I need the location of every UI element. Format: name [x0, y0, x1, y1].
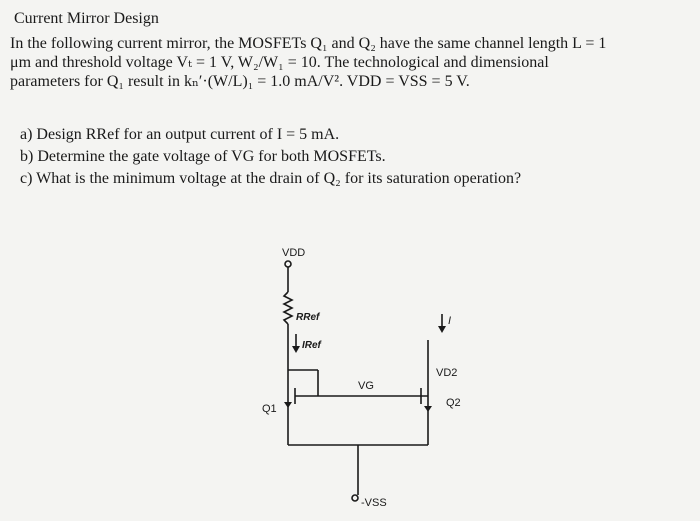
question-list [20, 124, 521, 190]
question-b: b) Determine the gate voltage of VG for both MOSFETs. [20, 148, 386, 165]
vdd-label: VDD [282, 247, 306, 259]
vg-label: VG [358, 380, 374, 392]
rref-label: RRef [296, 312, 320, 323]
problem-title: Current Mirror Design [14, 10, 159, 27]
iref-label: IRef [302, 340, 321, 351]
problem-statement [10, 34, 694, 91]
question-a: a) Design RRef for an output current of I = 5 mA. [20, 126, 340, 143]
q1-label: Q1 [262, 403, 277, 415]
vss-label: -VSS [361, 497, 387, 509]
q2-label: Q2 [446, 397, 461, 409]
statement-line-3: parameters for Q₁ result in kₙ′·(W/L)₁ = 1.0 mA/V². VDD = VSS = 5 V. [10, 73, 470, 90]
i-out-label: I [448, 315, 452, 327]
statement-line-1: In the following current mirror, the MOSFETs Q₁ and Q₂ have the same channel length L = 1 [10, 35, 607, 52]
statement-line-2: μm and threshold voltage Vₜ = 1 V, W₂/W₁ = 10. The technological and dimensional [10, 54, 549, 71]
q2-source-arrow [424, 406, 432, 412]
vd2-label: VD2 [436, 367, 458, 379]
vss-terminal [352, 495, 358, 501]
q1-source-arrow [284, 402, 292, 408]
current-mirror-circuit [240, 230, 470, 521]
vdd-terminal [285, 261, 291, 267]
question-c: c) What is the minimum voltage at the drain of Q₂ for its saturation operation? [20, 170, 522, 187]
rref-resistor [284, 292, 292, 324]
